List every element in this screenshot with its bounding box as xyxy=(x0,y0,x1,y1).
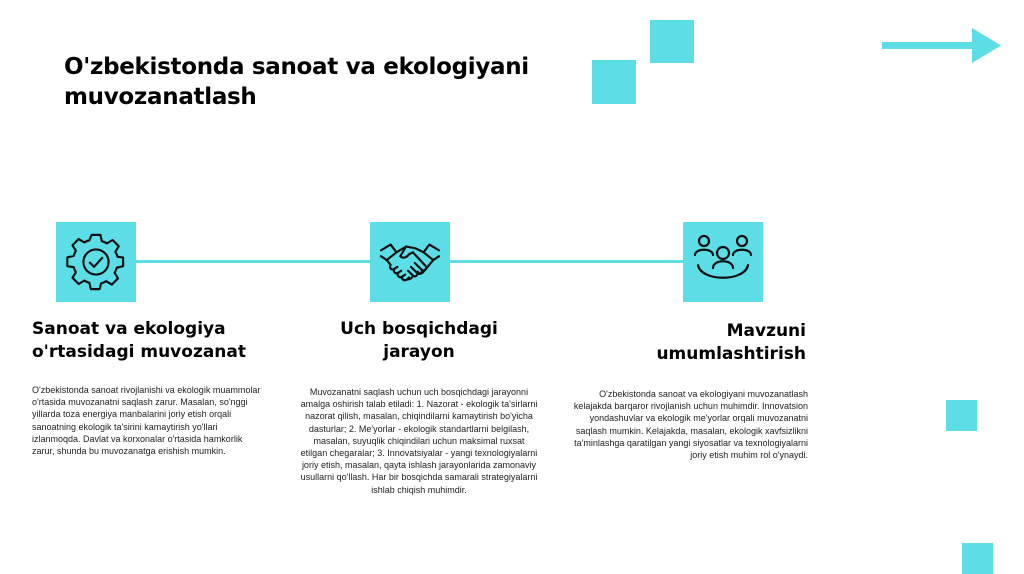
step-1-body: O'zbekistonda sanoat rivojlanishi va ekologik muammolar o'rtasida muvozanatni saqlash zarur. Masalan, so'nggi yillarda toza energiya manbalarini joriy etish orqali sanoatning ekologik ta'sirini kamaytirish yo'llari izlanmoqda. Davlat va korxonalar o'rtasida hamkorlik zarur, shunda bu muvozanatga erishish mumkin. xyxy=(32,385,261,457)
decor-square-right xyxy=(946,400,977,431)
people-group-icon xyxy=(691,230,755,294)
step-2-heading: Uch bosqichdagi jarayon xyxy=(340,319,498,362)
gear-check-icon xyxy=(65,231,127,293)
step-1-heading: Sanoat va ekologiya o'rtasidagi muvozanat xyxy=(32,319,247,362)
decor-square-top xyxy=(650,20,694,63)
step-2-body: Muvozanatni saqlash uchun uch bosqichdagi jarayonni amalga oshirish talab etiladi: 1. Nazorat - ekologik ta'sirlarni nazorat qilish, masalan, chiqindilarni kamaytirish bo'yicha dasturlar; 2. Me'yorlar - ekologik standartlarni belgilash, masalan, suyuqlik chiqindilari uchun maksimal ruxsat etilgan chegaralar; 3. Innovatsiyalar - yangi texnologiyalarni joriy etish, masalan, qayta ishlash jarayonlarida zamonaviy usullarni qo'llash. Har bir bosqichda samarali strategiyalarni ishlab chiqish muhimdir. xyxy=(300,387,538,495)
step-3-icon-box xyxy=(683,222,763,302)
step-2-icon-box xyxy=(370,222,450,302)
step-3-body: O'zbekistonda sanoat va ekologiyani muvozanatlash kelajakda barqaror rivojlanish uchun muhimdir. Innovatsion yondashuvlar va ekologik me'yorlar orqali muvozanatni saqlash mumkin. Kelajakda, masalan, ekologik xavfsizlikni ta'minlashga qaratilgan yangi siyosatlar va texnologiyalarni joriy etish muhim rol o'ynaydi. xyxy=(573,389,808,461)
step-1-icon-box xyxy=(56,222,136,302)
handshake-icon xyxy=(379,231,441,293)
decor-square-bottom xyxy=(962,543,993,574)
arrow-right-icon xyxy=(880,26,1002,66)
page-title: O'zbekistonda sanoat va ekologiyani muvozanatlash xyxy=(64,54,529,110)
step-3-heading: Mavzuni umumlashtirish xyxy=(656,321,806,364)
